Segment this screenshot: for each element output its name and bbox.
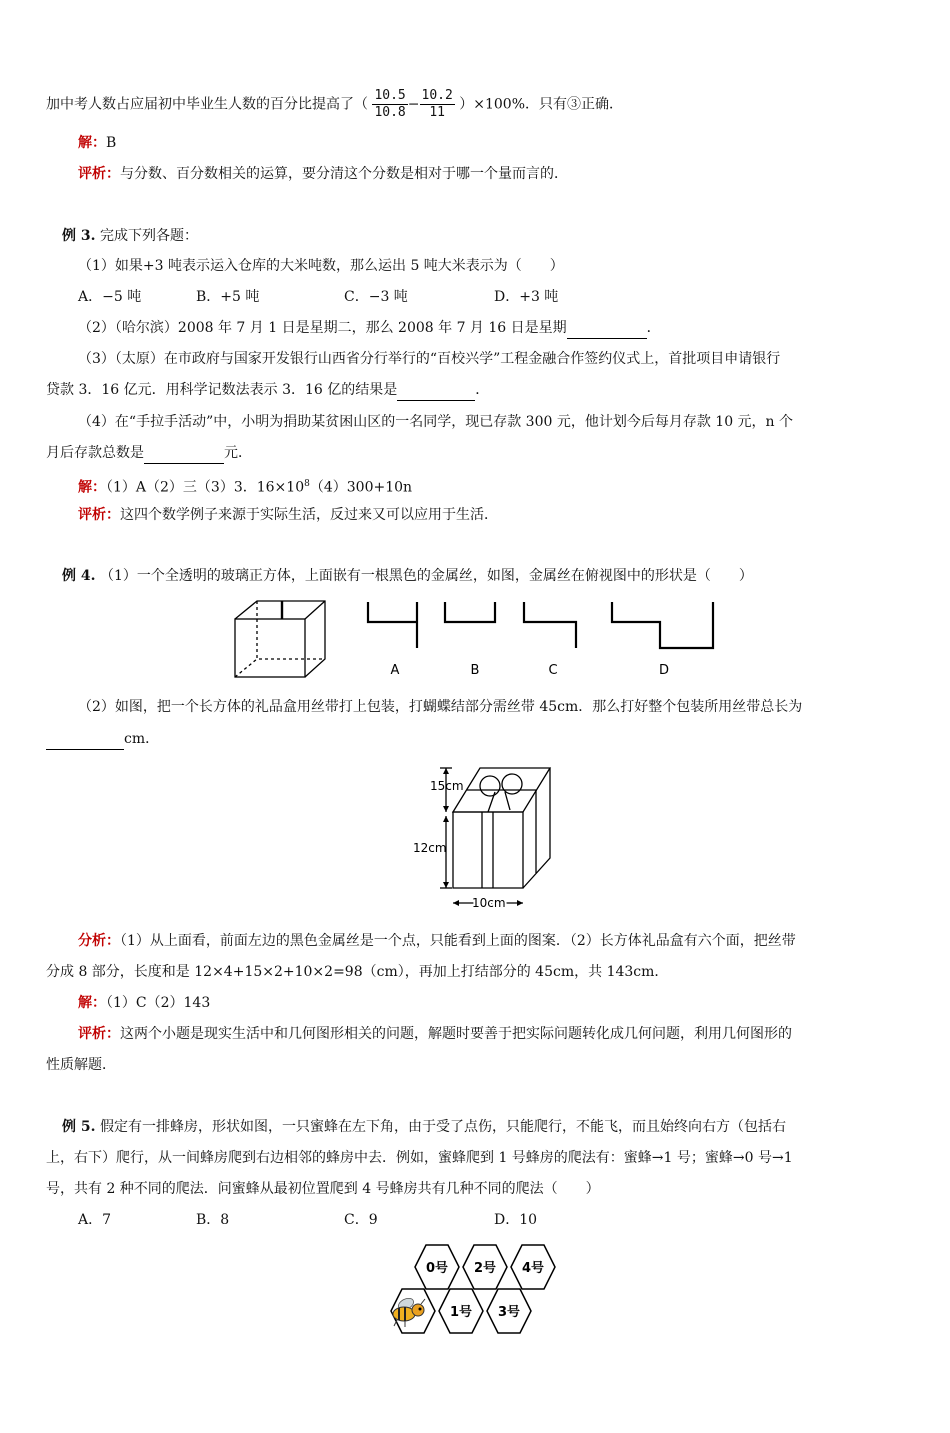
- option-a-label: A: [390, 663, 400, 678]
- option-c-shape: [524, 602, 576, 648]
- blank-answer: [46, 729, 124, 750]
- ex4-comment-line1: 评析：这两个小题是现实生活中和几何图形相关的问题，解题时要善于把实际问题转化成几何问题，利用几何图形的: [78, 1026, 792, 1042]
- fraction-2: $\frac{10.2}{11}$: [421, 88, 453, 120]
- cube-figure: [230, 598, 330, 682]
- option-a-shape: [368, 602, 417, 622]
- option-d-shape: [612, 602, 713, 648]
- line-top-1: 加中考人数占应届初中毕业生人数的百分比提高了（ $\frac{10.5}{10.8}$ − $\frac{10.2}{11}$ ）×100%．只有③正确．: [46, 88, 624, 120]
- ex4-answer: 解：（1）C（2）143: [78, 995, 211, 1011]
- cell-label-4: 4号: [521, 1261, 545, 1276]
- top-answer: 解：B: [78, 135, 117, 151]
- ex3-q3-line2: 贷款 3．16 亿元．用科学记数法表示 3．16 亿的结果是 ．: [46, 380, 489, 401]
- ex4-q1: 例 4. （1）一个全透明的玻璃正方体，上面嵌有一根黑色的金属丝，如图，金属丝在俯视图中的形状是（ ）: [62, 568, 753, 584]
- cell-label-1: 1号: [449, 1305, 473, 1320]
- ex4-q2-line1: （2）如图，把一个长方体的礼品盒用丝带打上包装，打蝴蝶结部分需丝带 45cm．那么打好整个包装所用丝带总长为: [78, 699, 803, 715]
- label-12cm: 12cm: [413, 841, 447, 855]
- ex3-comment: 评析：这四个数学例子来源于实际生活，反过来又可以应用于生活．: [78, 507, 498, 523]
- honeycomb-figure: [385, 1240, 565, 1340]
- cell-label-0: 0号: [425, 1261, 449, 1276]
- cell-label-3: 3号: [497, 1305, 521, 1320]
- wire-options-figure: [360, 600, 730, 682]
- blank-answer: [144, 443, 224, 464]
- ex4-analysis-line1: 分析：（1）从上面看，前面左边的黑色金属丝是一个点，只能看到上面的图案．（2）长方体礼品盒有六个面，把丝带: [78, 933, 796, 949]
- ex5-options: A．7 B．8 C．9 D．10: [78, 1212, 538, 1228]
- ex3-heading: 例 3. 完成下列各题：: [62, 228, 198, 244]
- ex3-q3-line1: （3）（太原）在市政府与国家开发银行山西省分行举行的“百校兴学”工程金融合作签约仪式上，首批项目申请银行: [78, 351, 781, 367]
- gift-box-figure: [410, 760, 560, 916]
- label-15cm: 15cm: [430, 779, 464, 793]
- ex3-q4-line2: 月后存款总数是 元．: [46, 443, 252, 464]
- ex5-line3: 号，共有 2 种不同的爬法．问蜜蜂从最初位置爬到 4 号蜂房共有几种不同的爬法（ ）: [46, 1181, 600, 1197]
- ex3-q1: （1）如果+3 吨表示运入仓库的大米吨数，那么运出 5 吨大米表示为（ ）: [78, 258, 564, 274]
- ex5-line1: 例 5. 假定有一排蜂房，形状如图，一只蜜蜂在左下角，由于受了点伤，只能爬行，不能飞，而且始终向右方（包括右: [62, 1119, 786, 1135]
- top-comment: 评析：与分数、百分数相关的运算，要分清这个分数是相对于哪一个量而言的．: [78, 166, 568, 182]
- option-b-shape: [445, 602, 495, 622]
- label-10cm: 10cm: [472, 896, 506, 910]
- ex4-analysis-line2: 分成 8 部分，长度和是 12×4+15×2+10×2=98（cm），再加上打结部分的 45cm，共 143cm．: [46, 964, 669, 980]
- ex3-answer: 解：（1）A（2）三（3）3．$16\times 10^8(4)300+10n$: [78, 479, 413, 496]
- fraction-1: $\frac{10.5}{10.8}$: [374, 88, 406, 120]
- option-d-label: D: [658, 663, 670, 678]
- ex5-line2: 上，右下）爬行，从一间蜂房爬到右边相邻的蜂房中去．例如，蜜蜂爬到 1 号蜂房的爬法有：蜜蜂→1 号；蜜蜂→0 号→1: [46, 1150, 793, 1166]
- ex3-q4-line1: （4）在“手拉手活动”中，小明为捐助某贫困山区的一名同学，现已存款 300 元，他计划今后每月存款 10 元，n 个: [78, 414, 794, 430]
- blank-answer: [397, 380, 475, 401]
- ex4-q2-line2: cm．: [46, 729, 159, 750]
- blank-answer: [567, 318, 647, 339]
- ex3-options: A．−5 吨 B．+5 吨 C．−3 吨 D．+3 吨: [78, 289, 559, 305]
- ex4-comment-line2: 性质解题．: [46, 1057, 116, 1073]
- ex3-q2: （2）（哈尔滨）2008 年 7 月 1 日是星期二，那么 2008 年 7 月 16 日是星期 ．: [78, 318, 661, 339]
- cell-label-2: 2号: [473, 1261, 497, 1276]
- option-b-label: B: [470, 663, 480, 678]
- option-c-label: C: [548, 663, 558, 678]
